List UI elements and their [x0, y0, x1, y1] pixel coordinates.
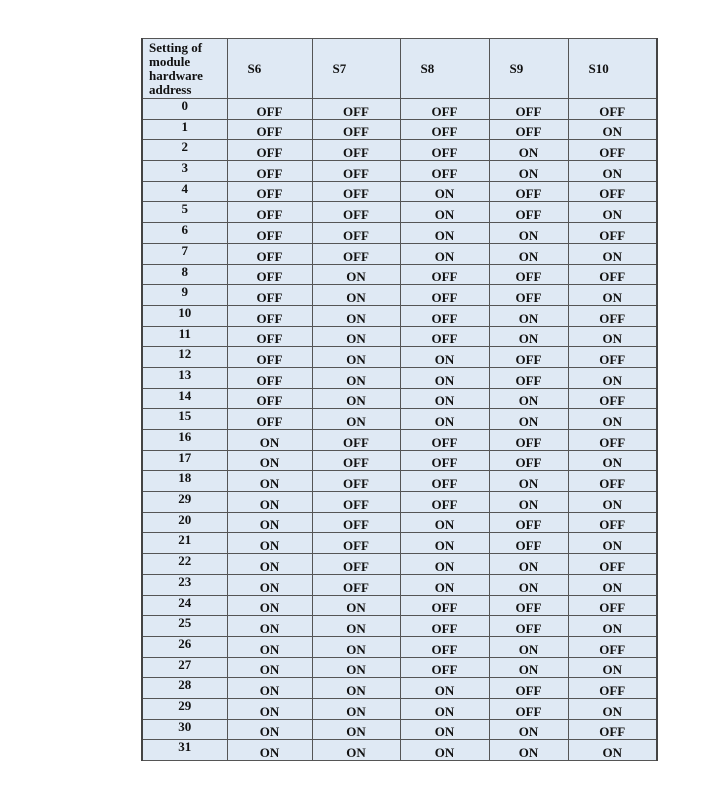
cell-s8: OFF: [400, 119, 489, 140]
cell-s9: OFF: [489, 119, 568, 140]
cell-s10: OFF: [568, 678, 657, 699]
cell-s10: ON: [568, 243, 657, 264]
table-row: [142, 450, 657, 471]
cell-s7: OFF: [312, 492, 400, 513]
cell-s6: ON: [227, 595, 312, 616]
cell-s10: OFF: [568, 305, 657, 326]
cell-s10: OFF: [568, 347, 657, 368]
cell-s7: ON: [312, 678, 400, 699]
table-row: [142, 678, 657, 699]
table-row: [142, 326, 657, 347]
header-address: Setting of module hardware address: [142, 39, 227, 99]
cell-s9: OFF: [489, 616, 568, 637]
cell-s9: ON: [489, 326, 568, 347]
cell-s7: OFF: [312, 161, 400, 182]
cell-s7: OFF: [312, 430, 400, 451]
cell-s9: ON: [489, 471, 568, 492]
cell-s9: ON: [489, 740, 568, 761]
cell-s7: OFF: [312, 140, 400, 161]
cell-s8: OFF: [400, 471, 489, 492]
cell-s9: ON: [489, 409, 568, 430]
cell-address: 1: [142, 119, 227, 140]
cell-s10: ON: [568, 533, 657, 554]
cell-s7: ON: [312, 719, 400, 740]
cell-address: 0: [142, 99, 227, 120]
cell-s7: OFF: [312, 99, 400, 120]
cell-s10: ON: [568, 698, 657, 719]
cell-s6: ON: [227, 719, 312, 740]
cell-s8: ON: [400, 698, 489, 719]
table-row: [142, 574, 657, 595]
cell-s6: OFF: [227, 140, 312, 161]
cell-s8: OFF: [400, 305, 489, 326]
cell-s9: ON: [489, 161, 568, 182]
cell-s10: ON: [568, 409, 657, 430]
cell-s10: OFF: [568, 223, 657, 244]
cell-s6: ON: [227, 554, 312, 575]
cell-address: 3: [142, 161, 227, 182]
cell-s6: ON: [227, 533, 312, 554]
cell-s7: OFF: [312, 223, 400, 244]
cell-s6: OFF: [227, 285, 312, 306]
table-row: [142, 636, 657, 657]
table-row: [142, 243, 657, 264]
cell-s8: ON: [400, 202, 489, 223]
cell-s7: ON: [312, 698, 400, 719]
cell-s8: OFF: [400, 161, 489, 182]
cell-s9: OFF: [489, 533, 568, 554]
cell-address: 18: [142, 471, 227, 492]
cell-s10: ON: [568, 574, 657, 595]
table-row: [142, 223, 657, 244]
cell-s9: ON: [489, 388, 568, 409]
cell-s9: OFF: [489, 264, 568, 285]
table-row: [142, 119, 657, 140]
cell-address: 2: [142, 140, 227, 161]
cell-s6: OFF: [227, 243, 312, 264]
cell-s7: ON: [312, 409, 400, 430]
cell-s6: ON: [227, 740, 312, 761]
cell-s8: ON: [400, 181, 489, 202]
cell-s6: OFF: [227, 305, 312, 326]
cell-s8: ON: [400, 574, 489, 595]
cell-s8: ON: [400, 533, 489, 554]
table-row: [142, 698, 657, 719]
cell-s7: OFF: [312, 202, 400, 223]
cell-s7: OFF: [312, 181, 400, 202]
cell-s7: OFF: [312, 533, 400, 554]
cell-address: 28: [142, 678, 227, 699]
table-row: [142, 99, 657, 120]
table-row: [142, 305, 657, 326]
table-row: [142, 140, 657, 161]
cell-s10: OFF: [568, 181, 657, 202]
cell-s8: ON: [400, 223, 489, 244]
cell-s6: OFF: [227, 202, 312, 223]
table-row: [142, 740, 657, 761]
cell-s6: ON: [227, 512, 312, 533]
cell-s7: ON: [312, 347, 400, 368]
table-row: [142, 430, 657, 451]
cell-s7: ON: [312, 326, 400, 347]
cell-s6: OFF: [227, 99, 312, 120]
cell-s8: ON: [400, 678, 489, 699]
cell-address: 7: [142, 243, 227, 264]
cell-address: 23: [142, 574, 227, 595]
cell-s9: ON: [489, 554, 568, 575]
cell-s8: ON: [400, 243, 489, 264]
cell-s10: ON: [568, 285, 657, 306]
table-row: [142, 388, 657, 409]
cell-s9: ON: [489, 636, 568, 657]
cell-address: 17: [142, 450, 227, 471]
cell-s8: OFF: [400, 285, 489, 306]
cell-s6: OFF: [227, 326, 312, 347]
cell-s9: OFF: [489, 430, 568, 451]
cell-s8: OFF: [400, 430, 489, 451]
cell-s7: ON: [312, 595, 400, 616]
cell-s8: OFF: [400, 326, 489, 347]
cell-address: 21: [142, 533, 227, 554]
cell-s10: OFF: [568, 554, 657, 575]
cell-s10: ON: [568, 616, 657, 637]
cell-s8: ON: [400, 347, 489, 368]
cell-s6: ON: [227, 616, 312, 637]
cell-s10: ON: [568, 367, 657, 388]
cell-s10: OFF: [568, 719, 657, 740]
cell-address: 24: [142, 595, 227, 616]
cell-s10: ON: [568, 657, 657, 678]
cell-s8: OFF: [400, 99, 489, 120]
cell-address: 6: [142, 223, 227, 244]
cell-s6: ON: [227, 492, 312, 513]
cell-s8: ON: [400, 367, 489, 388]
cell-s6: ON: [227, 471, 312, 492]
table-row: [142, 285, 657, 306]
table-row: [142, 367, 657, 388]
cell-s10: OFF: [568, 388, 657, 409]
cell-s6: OFF: [227, 161, 312, 182]
cell-s10: OFF: [568, 140, 657, 161]
header-s10: S10: [568, 39, 657, 99]
cell-s7: ON: [312, 367, 400, 388]
cell-s6: ON: [227, 636, 312, 657]
header-s6: S6: [227, 39, 312, 99]
table-row: [142, 202, 657, 223]
table-row: [142, 471, 657, 492]
cell-address: 13: [142, 367, 227, 388]
cell-address: 8: [142, 264, 227, 285]
cell-s8: ON: [400, 409, 489, 430]
cell-s7: OFF: [312, 450, 400, 471]
cell-address: 9: [142, 285, 227, 306]
table-row: [142, 492, 657, 513]
cell-s6: ON: [227, 430, 312, 451]
cell-s8: OFF: [400, 595, 489, 616]
table-row: [142, 657, 657, 678]
cell-s7: ON: [312, 636, 400, 657]
cell-s7: ON: [312, 740, 400, 761]
table-row: [142, 719, 657, 740]
cell-s9: ON: [489, 574, 568, 595]
cell-s8: OFF: [400, 450, 489, 471]
cell-address: 20: [142, 512, 227, 533]
cell-address: 16: [142, 430, 227, 451]
cell-s10: OFF: [568, 636, 657, 657]
cell-s8: OFF: [400, 616, 489, 637]
cell-s9: OFF: [489, 450, 568, 471]
cell-s6: OFF: [227, 181, 312, 202]
table-row: [142, 181, 657, 202]
cell-address: 11: [142, 326, 227, 347]
table-row: [142, 533, 657, 554]
cell-address: 14: [142, 388, 227, 409]
cell-address: 25: [142, 616, 227, 637]
cell-address: 4: [142, 181, 227, 202]
cell-s10: ON: [568, 202, 657, 223]
cell-s9: OFF: [489, 512, 568, 533]
cell-s10: ON: [568, 450, 657, 471]
cell-address: 30: [142, 719, 227, 740]
cell-s10: ON: [568, 326, 657, 347]
cell-address: 22: [142, 554, 227, 575]
cell-s9: OFF: [489, 99, 568, 120]
cell-address: 15: [142, 409, 227, 430]
cell-s8: ON: [400, 554, 489, 575]
cell-s9: ON: [489, 719, 568, 740]
cell-s8: ON: [400, 740, 489, 761]
cell-s10: ON: [568, 740, 657, 761]
cell-s9: OFF: [489, 202, 568, 223]
header-row: [142, 39, 657, 99]
cell-s6: OFF: [227, 347, 312, 368]
cell-s7: OFF: [312, 119, 400, 140]
cell-s9: ON: [489, 492, 568, 513]
cell-address: 26: [142, 636, 227, 657]
cell-address: 12: [142, 347, 227, 368]
cell-s6: ON: [227, 657, 312, 678]
cell-s6: ON: [227, 678, 312, 699]
cell-s8: OFF: [400, 140, 489, 161]
cell-address: 10: [142, 305, 227, 326]
cell-s7: ON: [312, 616, 400, 637]
cell-s10: OFF: [568, 512, 657, 533]
cell-address: 29: [142, 698, 227, 719]
table-row: [142, 616, 657, 637]
header-s9: S9: [489, 39, 568, 99]
header-s7: S7: [312, 39, 400, 99]
cell-s6: OFF: [227, 409, 312, 430]
cell-s9: OFF: [489, 181, 568, 202]
cell-s8: ON: [400, 512, 489, 533]
cell-s7: OFF: [312, 554, 400, 575]
cell-s10: OFF: [568, 99, 657, 120]
cell-s7: ON: [312, 305, 400, 326]
table-row: [142, 264, 657, 285]
cell-s9: ON: [489, 243, 568, 264]
cell-s10: OFF: [568, 430, 657, 451]
cell-s9: ON: [489, 140, 568, 161]
cell-s10: ON: [568, 161, 657, 182]
cell-address: 5: [142, 202, 227, 223]
cell-s8: ON: [400, 719, 489, 740]
table-row: [142, 409, 657, 430]
cell-s8: OFF: [400, 657, 489, 678]
cell-s6: ON: [227, 574, 312, 595]
cell-s10: OFF: [568, 264, 657, 285]
cell-s9: OFF: [489, 595, 568, 616]
cell-s7: OFF: [312, 243, 400, 264]
cell-s8: OFF: [400, 264, 489, 285]
cell-s7: ON: [312, 657, 400, 678]
cell-s7: OFF: [312, 574, 400, 595]
table-row: [142, 347, 657, 368]
table-row: [142, 161, 657, 182]
cell-address: 27: [142, 657, 227, 678]
header-s8: S8: [400, 39, 489, 99]
address-switch-table: [141, 38, 658, 761]
cell-s8: OFF: [400, 492, 489, 513]
table-body: [142, 99, 657, 761]
cell-s8: ON: [400, 388, 489, 409]
cell-s7: OFF: [312, 512, 400, 533]
cell-s9: OFF: [489, 698, 568, 719]
table-row: [142, 595, 657, 616]
table-row: [142, 512, 657, 533]
cell-s7: OFF: [312, 471, 400, 492]
cell-s6: ON: [227, 698, 312, 719]
cell-s9: OFF: [489, 678, 568, 699]
cell-s9: OFF: [489, 285, 568, 306]
cell-s6: OFF: [227, 119, 312, 140]
cell-s9: OFF: [489, 347, 568, 368]
cell-address: 31: [142, 740, 227, 761]
cell-s7: ON: [312, 285, 400, 306]
cell-s10: OFF: [568, 595, 657, 616]
cell-s9: ON: [489, 657, 568, 678]
cell-s6: OFF: [227, 223, 312, 244]
cell-s9: ON: [489, 305, 568, 326]
cell-s10: ON: [568, 119, 657, 140]
cell-s7: ON: [312, 264, 400, 285]
cell-s6: OFF: [227, 388, 312, 409]
cell-s6: OFF: [227, 264, 312, 285]
cell-s10: OFF: [568, 471, 657, 492]
cell-s6: ON: [227, 450, 312, 471]
cell-s7: ON: [312, 388, 400, 409]
cell-s10: ON: [568, 492, 657, 513]
cell-s6: OFF: [227, 367, 312, 388]
table-row: [142, 554, 657, 575]
cell-s9: OFF: [489, 367, 568, 388]
cell-s8: OFF: [400, 636, 489, 657]
cell-address: 29: [142, 492, 227, 513]
cell-s9: ON: [489, 223, 568, 244]
